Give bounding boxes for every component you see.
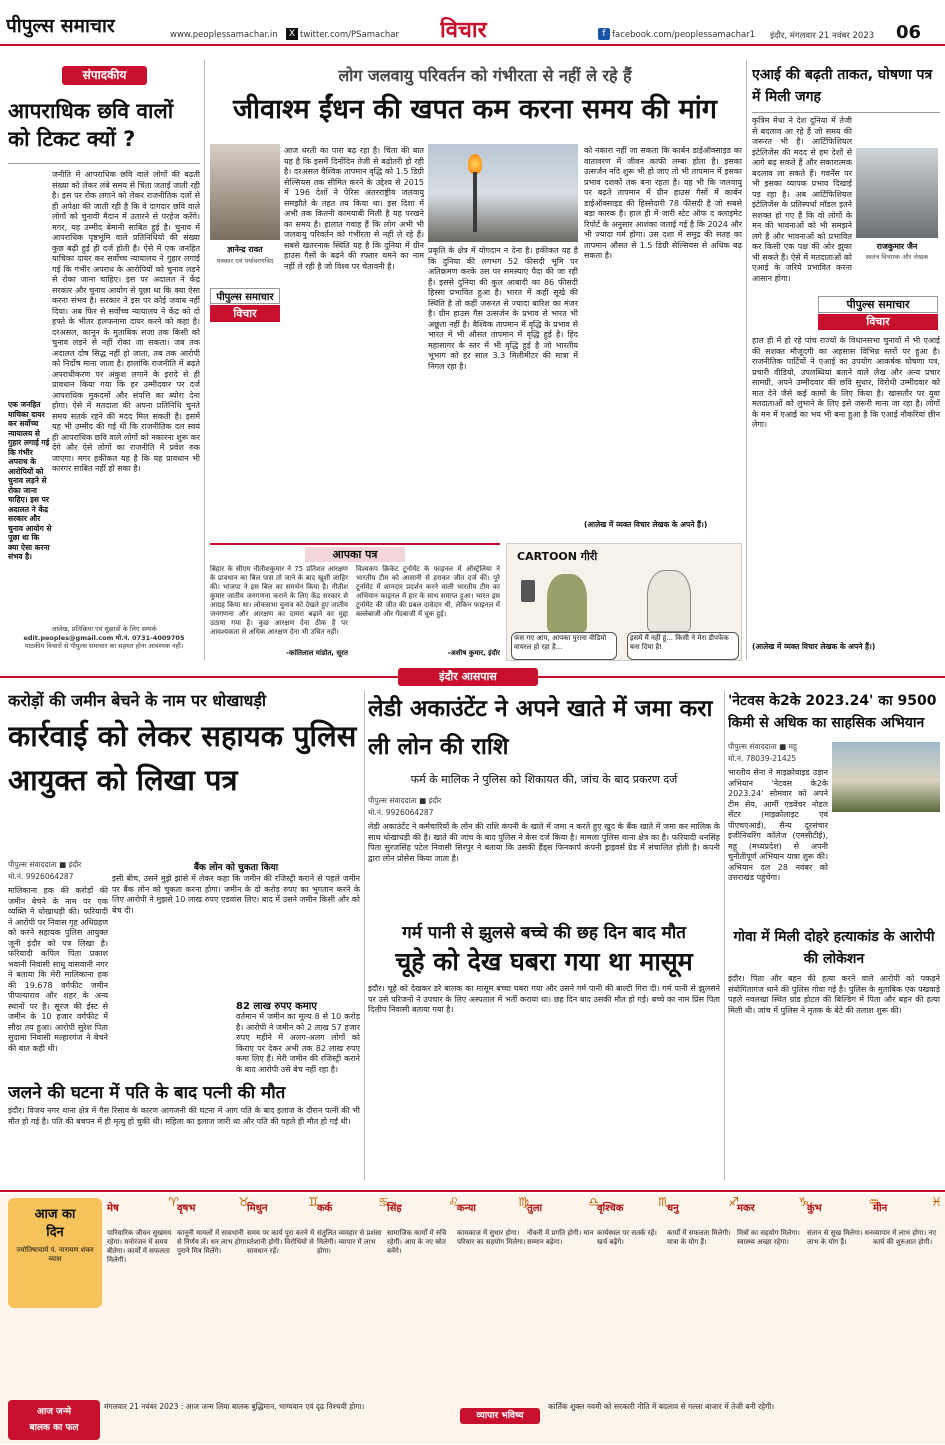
sign-name: वृषभ bbox=[177, 1203, 196, 1214]
story2-subhead: फर्म के मालिक ने पुलिस को शिकायत की, जांच के बाद प्रकरण दर्ज bbox=[410, 773, 678, 786]
sign-name: मेष bbox=[107, 1203, 119, 1214]
sign-name: मकर bbox=[737, 1203, 755, 1214]
birthday-label-a: आज जन्मे bbox=[37, 1407, 71, 1417]
story5-headline: गर्म पानी से झुलसे बच्चे की छह दिन बाद मौत bbox=[402, 923, 686, 943]
horoscope-title bbox=[8, 1198, 102, 1308]
aries-icon: ♈ bbox=[168, 1195, 179, 1209]
column-divider bbox=[746, 60, 747, 660]
story1-mobile: मो.नं. 9926064287 bbox=[8, 872, 74, 881]
sign-text: पारिवारिक जीवन सुखमय रहेगा। मनोरंजन में समय बीतेगा। कार्यों में सफलता मिलेगी। bbox=[107, 1229, 172, 1264]
sign-name: वृश्चिक bbox=[597, 1203, 624, 1214]
logo[interactable]: पीपुल्स समाचार bbox=[6, 15, 115, 37]
letter-1-signature: -कांतिलाल मांडोत, सूरत bbox=[286, 649, 348, 657]
sign-text: समय पर कार्य पूरा करने में परेशानी होगी। विरोधियों से सावधान रहें। bbox=[247, 1229, 315, 1255]
sign-name: सिंह bbox=[387, 1203, 402, 1214]
footer-line-3: पाठकीय विचारों से पीपुल्स समाचार का सहमत होना आवश्यक नहीं। bbox=[24, 642, 184, 650]
twitter-icon: X bbox=[286, 28, 298, 40]
story6-headline: जलने की घटना में पति के बाद पत्नी की मौत bbox=[8, 1083, 286, 1103]
story1-body: मालिकाना हक की करोड़ों की जमीन बेचने के नाम पर एक व्यक्ति ने धोखाधड़ी की। फरियादी ने आरोपी पर निवास गृह अधिग्रहण को करने सहायक पुलिस आयुक्त जूनी इंदौर को पत्र लिखा है। फरियादी कपिल पिता प्रकाश भवानी निवासी साधु वासवानी नगर ने बताया कि मेरी मालिकाना हक की 19.678 वर्गफीट जमीन पीपल्याराव और शहर के अन्य स्थानों पर है। सूरज की ईस्ट से जमीन के 10 हजार वर्गफीट में सौदा तय हुआ। आरोपी सुरेश पिता सुदामा निवासी मल्हारगंज ने बेचने की बात कही थी। bbox=[8, 886, 108, 1053]
sign-vrishchik bbox=[594, 1194, 672, 1344]
story2-headline: लेडी अकाउंटेंट ने अपने खाते में जमा करा ली लोन की राशि bbox=[368, 696, 713, 760]
story3-body: भारतीय सेना ने माइक्रोवाइड उड़ान अभियान 'नेटवस के2के 2023.24' सोमवार को अपने टीम सेय, आर्मी एडवेंचर नोडल सेंटर (माइक्रोलाइट एवं पीएचएआई), सैन्य दूरसंचार इंजीनियरिंग कॉलेज (एमसीटीई), महू (मध्यप्रदेश) से अपनी चुनौतीपूर्ण अभियान यात्रा शुरू की। अभियान दल 28 नवंबर को उत्तराखंड पहुंचेगा। bbox=[728, 768, 828, 882]
market-label: व्यापार भविष्य bbox=[460, 1408, 540, 1424]
sign-text: संतुलित व्यवहार से प्रशंसा मिलेगी। व्यापार में लाभ होगा। bbox=[317, 1229, 382, 1255]
story1-kicker: करोड़ों की जमीन बेचने के नाम पर धोखाधड़ी bbox=[8, 691, 267, 710]
story3-byline: पीपुल्स संवाददाता ■ महू bbox=[728, 742, 798, 751]
letter-2: विश्वकप क्रिकेट टूर्नामेंट के फाइनल में ऑस्ट्रेलिया ने भारतीय टीम को आसानी से हराकर जीत दर्ज की। पूरे टूर्नामेंट में शानदार प्रदर्शन करने वाली भारतीय टीम का अभियान फाइनल में हार के साथ समाप्त हुआ। भारत इस टूर्नामेंट की जीत की प्रबल दावेदार थी, लेकिन फाइनल में बल्लेबाजी और गेंदबाजी में चूक हुई। bbox=[356, 565, 500, 618]
divider bbox=[752, 112, 940, 113]
website-link[interactable]: www.peoplessamachar.in bbox=[170, 30, 278, 40]
divider bbox=[0, 1190, 945, 1192]
sign-mithun bbox=[244, 1194, 322, 1344]
footer-line-1: आलेख, प्रतिक्रिया एवं सुझावों के लिए सम्पर्क bbox=[51, 625, 157, 633]
right-column-body-2: हाल ही में हो रहे पांच राज्यों के विधानसभा चुनावों में भी एआई की सशक्त मौजूदगी का अहसास विभिन्न स्तरों पर हुआ है। राजनीतिक पार्टियों ने एआई का उपयोग आकर्षक घोषणा पत्र, प्रचारी वीडियो, उपलब्धियां बताने वाले लेख और अन्य प्रचार सामग्री, अपने उम्मीदवार की छवि सुधार, विरोधी उम्मीदवार को मात देने जैसे कई कामों के लिए किया है। खासतौर पर युवा मतदाताओं को लुभाने के लिए इसे जरूरी माना जा रहा है। लोगों के मन में एआई का भय भी बना हुआ है कि एआई नौकरियां छीन लेगा। bbox=[752, 336, 940, 429]
badge-brand: पीपुल्स समाचार bbox=[210, 288, 280, 304]
birthday-text: मंगलवार 21 नवंबर 2023 : आज जन्म लिया बालक बुद्धिमान, भाग्यवान एवं दृढ़ निश्चयी होगा। bbox=[104, 1402, 365, 1411]
main-article-col1: आज धरती का पारा बढ़ रहा है। चिंता की बात यह है कि इसमें दिनोंदिन तेजी से बढ़ोतरी हो रही है। दरअसल वैश्विक तापमान वृद्धि को 1.5 डिग्री सेल्सियस तक सीमित करने के उद्देश्य से 2015 में 196 देशों ने पेरिस अंतरराष्ट्रीय जलवायु समझौते के तहत तय किया था। इस दिशा में अभी तक कितनी कामयाबी मिली है यह परखने का समय है। हालात गवाह हैं कि लोग अभी भी जलवायु परिवर्तन को गंभीरता से नहीं ले रहे हैं। सबसे खतरनाक स्थिति यह है कि दुनिया में ग्रीन हाउस गैसों के बढ़ने की रफ्तार थमने का नाम नहीं ले रही है जो विश्व पर चेतावनी है। bbox=[284, 146, 424, 271]
leo-icon: ♌ bbox=[448, 1195, 459, 1209]
story2-byline: पीपुल्स संवाददाता ■ इंदौर bbox=[368, 796, 442, 805]
editorial-body: जनीति में आपराधिक छवि वाले लोगों की बढ़ती संख्या को लेकर लंबे समय से चिंता जताई जाती रही है। इस पर रोक लगाने को लेकर राजनीतिक दलों से ही अपेक्षा की जाती रही है कि वे दागदार छवि वाले लोगों को चुनावी मैदान में उतारने से परहेज करेंगे। मगर, यह उम्मीद बेमानी साबित हुई है। चुनाव में आपराधिक पृष्ठभूमि वाले प्रतिनिधियों की संख्या कुछ बढ़ी हुई ही दर्ज होती है। ऐसे में एक जनहित याचिका दायर कर सर्वोच्च न्यायालय ने गुहार लगाई गई कि गंभीर अपराध के आरोपियों को चुनाव लड़ने से रोका जाना चाहिए। इस पर अदालत ने केंद्र सरकार और चुनाव आयोग से पूछा था कि क्या ऐसा करना संभव है। सरकार ने इस पर कोई जवाब नहीं दिया। अब फिर से सर्वोच्च न्यायालय ने केंद्र को दो हफ्ते के भीतर हलफनामा दायर करने को कहा है। दरअसल, कानून के मुताबिक सजा तक किसी को चुनाव लड़ने से नहीं रोका जा सकता। जब तक अदालत दोष सिद्ध नहीं हो जाता, तब तक आरोपी को निर्दोष माना जाता है। हालांकि राजनीति में बढ़ते अपराधीकरण पर अंकुश लगाने के इरादे से ही प्रावधान किया गया कि हर उम्मीदवार पर दर्ज आपराधिक मुकदमों और संपत्ति का ब्योरा देना होगा। ऐसे में मतदाता की अपना प्रतिनिधि चुनते समय सतर्क रहने की मदद मिल सकती है। इसमें यह भी उम्मीद की गई थी कि राजनीतिक दल स्वयं ही आपराधिक छवि वाले लोगों को नकारना शुरू कर देंगे और ऐसे लोगों का राजनीति में प्रवेश रुक जाएगा। मगर हकीकत यह है कि यह प्रावधान भी कारगर साबित नहीं हो सका है। bbox=[52, 170, 200, 473]
story4-body: इंदौर। पिता और बहन की हत्या करने वाले आरोपी को पकड़ने संयोगितागंज थाने की पुलिस गोवा गई है। पुलिस के मुताबिक एक पखवाड़े पहले नवलखा स्थित ग्रांड होटल की बिल्डिंग में पिता और बहन की हत्या मिली थी। जांच में पुलिस ने मृतक के बेटे की तलाश शुरू की। bbox=[728, 974, 940, 1015]
cartoon bbox=[506, 543, 742, 661]
page-number: 06 bbox=[896, 22, 922, 43]
sign-kanya bbox=[454, 1194, 532, 1344]
letter-1: बिहार के सीएम नीतीशकुमार ने 75 प्रतिशत आरक्षण के प्रावधान का बिल पास तो जाने के बाद खुशी जाहिर की। भाजपा ने इस बिल का समर्थन किया है। नीतीश कुमार जातीय जनगणना कराने के लिए केंद्र सरकार से आग्रह किया था। लोकसभा चुनाव को देखते हुए जातीय जनगणना और आरक्षण का दायरा बढ़ाने का मुद्दा उठाया गया है। कुछ आरक्षण देना ठीक है पर आवश्यकता से अधिक आरक्षण देना भी उचित नहीं। bbox=[210, 565, 348, 636]
twitter-link[interactable]: twitter.com/PSamachar bbox=[300, 30, 399, 40]
politician-figure bbox=[647, 570, 691, 632]
right-author-name: राजकुमार जैन bbox=[876, 242, 918, 251]
right-author-photo bbox=[856, 148, 938, 238]
sign-name: तुला bbox=[527, 1203, 543, 1214]
right-column-title: एआई की बढ़ती ताकत, घोषणा पत्र में मिली जगह bbox=[752, 67, 933, 105]
sign-name: कुंभ bbox=[807, 1203, 822, 1214]
astrologer: ज्योतिषाचार्य पं. नारायण शंकर व्यास bbox=[16, 1246, 94, 1263]
story1-box-title: बैंक लोन को चुकता किया bbox=[193, 863, 279, 873]
top-tagline: लोग जलवायु परिवर्तन को गंभीरता से नहीं ले रहे हैं bbox=[338, 66, 632, 85]
right-author-role: स्वतंत्र विचारक और लेखक bbox=[865, 253, 929, 261]
section-label: विचार bbox=[440, 18, 487, 43]
chimney-icon bbox=[473, 172, 477, 232]
main-article-conclusion: (आलेख में व्यक्त विचार लेखक के अपने हैं।) bbox=[584, 520, 708, 529]
horoscope-title-a: आज का bbox=[34, 1207, 76, 1222]
sign-name: मीन bbox=[873, 1203, 888, 1214]
editorial-title: आपराधिक छवि वालों को टिकट क्यों ? bbox=[8, 99, 174, 151]
story2-mobile: मो.नं. 9926064287 bbox=[368, 808, 434, 817]
letter-2-signature: -अशीष कुमार, इंदौर bbox=[447, 649, 500, 657]
horoscope bbox=[0, 1194, 945, 1444]
badge-section: विचार bbox=[210, 305, 280, 322]
dateline: इंदौर, मंगलवार 21 नवंबर 2023 bbox=[770, 31, 875, 41]
sign-name: कन्या bbox=[457, 1203, 477, 1214]
cartoon-title: CARTOON गीरी bbox=[517, 550, 598, 563]
story2-body: लेडी अकाउंटेंट ने कर्मचारियों के लोन की राशि कंपनी के खाते में जमा न करते हुए खुद के बैंक खाते में जमा कर मालिक के साथ धोखाधड़ी की है। खाते की जांच के बाद पुलिस ने केस दर्ज किया है। मामला पुलिस थाना क्षेत्र का है। फरियादी धनसिंह पिता सुरजसिंह पटेल निवासी सिरपुर ने बताया कि उसकी हैंड्स फिनकार्प कंपनी ड्राइवर्स ग्रेड में संचालित होती है। कंपनी द्वारा लोन प्रोसेस किया जाता है। bbox=[368, 822, 720, 863]
main-article-col3: को नकारा नहीं जा सकता कि कार्बन डाईऑक्साइड का वातावरण में जीवन काफी लम्बा होता है। इसका उत्सर्जन नदि शुरू भी हो जाए तो भी तापमान में इसका प्रभाव दशकों तक बना रहता है। यह भी कि जलवायु पर बढ़ते तापमान में ग्रीन हाउस गैसों में कार्बन डाईऑक्साइड की हिस्सेदारी 78 फीसदी है जो सबसे बड़ा कारक है। हाल ही में जारी स्टेट ऑफ द क्लाइमेट रिपोर्ट के अनुसार आशंका जताई गई है कि 2024 और भी ज्यादा गर्म होगा। उस दशा में समुद्र की सतह का तापमान औसत से 1.5 डिग्री सेल्सियस से अधिक बढ़ सकता है। bbox=[584, 146, 742, 260]
horoscope-title-b: दिन bbox=[46, 1225, 64, 1240]
letters-title: आपका पत्र bbox=[305, 547, 405, 562]
story1-box-body: इसी बीच, उसने मुझे झांसे में लेकर कहा कि जमीन की रजिस्ट्री कराने से पहले जमीन पर बैंक लोन को चुकता करना होगा। जमीन के दो करोड़ रुपए का भुगतान करने के लिए आरोपी ने मुझसे 10 लाख रुपए एडवांस लिए। बाद में उसने जमीन किसी और को बेच दी। bbox=[112, 874, 360, 915]
pisces-icon: ♓ bbox=[931, 1195, 942, 1209]
story5-sub: चूहे को देख घबरा गया था मासूम bbox=[395, 947, 693, 976]
story1-byline: पीपुल्स संवाददाता ■ इंदौर bbox=[8, 860, 82, 869]
local-section-bar: इंदौर आसपास bbox=[398, 668, 538, 686]
sign-text: संतान से सुख मिलेगा। धन लाभ के योग हैं। bbox=[807, 1229, 873, 1246]
sign-tula bbox=[524, 1194, 602, 1344]
taurus-icon: ♉ bbox=[238, 1195, 249, 1209]
story3-mobile: मो.नं. 78039-21425 bbox=[728, 754, 797, 763]
story3-headline: 'नेटवस के2के 2023.24' का 9500 किमी से अधिक का साहसिक अभियान bbox=[728, 693, 937, 731]
sign-text: कानूनी मामलों में सावधानी से निर्णय लें। धन लाभ होगा। पुराने मित्र मिलेंगे। bbox=[177, 1229, 249, 1255]
sign-singh bbox=[384, 1194, 462, 1344]
sign-text: कामकाज में सुधार होगा। परिवार का सहयोग मिलेगा। bbox=[457, 1229, 526, 1246]
sign-dhanu bbox=[664, 1194, 742, 1344]
sign-name: कर्क bbox=[317, 1203, 333, 1214]
sign-text: कार्यस्थल पर सतर्क रहें। खर्च बढ़ेंगे। bbox=[597, 1229, 657, 1246]
sign-text: नौकरी में प्रगति होगी। मान सम्मान बढ़ेगा। bbox=[527, 1229, 594, 1246]
sign-makar bbox=[734, 1194, 812, 1344]
sign-mesh bbox=[104, 1194, 182, 1344]
story1-headline: कार्रवाई को लेकर सहायक पुलिस आयुक्त को लिखा पत्र bbox=[8, 719, 357, 797]
sign-name: मिथुन bbox=[247, 1203, 268, 1214]
column-divider bbox=[364, 690, 365, 1180]
sign-name: धनु bbox=[667, 1203, 679, 1214]
editorial-pullquote: एक जनहित याचिका दायर कर सर्वोच्च न्यायालय से गुहार लगाई गई कि गंभीर अपराध के आरोपियों को चुनाव लड़ने से रोका जाना चाहिए। इस पर अदालत ने केंद्र सरकार और चुनाव आयोग से पूछा था कि क्या ऐसा करना संभव है। bbox=[8, 400, 52, 561]
contact-email[interactable]: edit.peoples@gmail.com मो.नं. 0731-4009705 bbox=[23, 633, 185, 642]
cancer-icon: ♋ bbox=[378, 1195, 389, 1209]
badge-section: विचार bbox=[818, 314, 938, 330]
capricorn-icon: ♑ bbox=[798, 1195, 809, 1209]
sign-text: व्यापार में लाभ होगा। नए कार्य की शुरुआत होगी। bbox=[873, 1229, 937, 1246]
story5-body: इंदौर। चूहे को देखकर डरे बालक का मासूम बच्चा घबरा गया और उसने गर्म पानी की बाल्टी गिरा दी। गर्म पानी से झुलसने पर उसे परिजनों ने उपचार के लिए अस्पताल में भर्ती कराया था। छह दिन बाद उसकी मौत हो गई। बच्चे का नाम प्रिंस पिता दिलीप निवासी बताया गया है। bbox=[368, 984, 720, 1014]
badge-brand: पीपुल्स समाचार bbox=[818, 296, 938, 313]
right-column-conclusion: (आलेख में व्यक्त विचार लेखक के अपने हैं।) bbox=[752, 642, 876, 651]
main-headline: जीवाश्म ईंधन की खपत कम करना समय की मांग bbox=[232, 94, 717, 125]
sign-kark bbox=[314, 1194, 392, 1344]
birthday-label-b: बालक का फल bbox=[29, 1423, 79, 1433]
story1-subhead: 82 लाख रुपए कमाए bbox=[236, 1001, 317, 1012]
phone-icon bbox=[521, 580, 535, 602]
birthday-label bbox=[8, 1400, 100, 1440]
sagittarius-icon: ♐ bbox=[728, 1195, 739, 1209]
sign-text: कार्यों में सफलता मिलेगी। यात्रा के योग हैं। bbox=[667, 1229, 731, 1246]
cartoon-bubble-right: इसमें मैं नहीं हूं... किसी ने मेरा डीपफेक बना दिया है! bbox=[627, 632, 739, 660]
facebook-icon: f bbox=[598, 28, 610, 40]
author-name: ज्ञानेन्द्र रावत bbox=[227, 245, 263, 254]
masthead bbox=[0, 0, 945, 46]
story1-sub-body: वर्तमान में जमीन का मूल्य 8 से 10 करोड़ है। आरोपी ने जमीन को 2 लाख 57 हजार रुपए महीने में अलग-अलग लोगों को किराए पर देकर अभी तक 82 लाख रुपए कमा लिए हैं। मेरी जमीन की रजिस्ट्री कराने के बाद आरोपी उसे बेच नहीं रहा है। bbox=[236, 1012, 360, 1074]
story4-headline: गोवा में मिली दोहरे हत्याकांड के आरोपी की लोकेशन bbox=[733, 929, 935, 967]
flame-icon bbox=[468, 154, 482, 174]
right-column-body: कृत्रिम मेधा ने देश दुनिया में तेजी से बदलाव आ रहे हैं जो समय की जरूरत भी है। आर्टिफिशियल इंटेलिजेंस की मदद से हम देशों से आगे बढ़ सकते हैं और सकारात्मक बदलाव ला सकते हैं। गवर्नेंस पर भी इसका व्यापक प्रभाव दिखाई पड़ रहा है। अब आर्टिफिशियल इंटेलिजेंस के प्रतिस्पर्धा मॉडल इतने सशक्त हो गए हैं कि वो लोगों के मन की भावनाओं को भी समझने लगे हैं और भावनाओं को प्रभावित कर किसी एक पक्ष की ओर झुका भी सकते हैं। ऐसे में मतदाताओं को एआई के जरिये प्रभावित करना आसान होगा। bbox=[752, 116, 852, 283]
sign-text: सामाजिक कार्यों में रुचि रहेगी। आय के नए स्रोत बनेंगे। bbox=[387, 1229, 447, 1255]
editorial-label: संपादकीय bbox=[62, 66, 147, 85]
libra-icon: ♎ bbox=[588, 1195, 599, 1209]
divider bbox=[8, 163, 200, 164]
virgo-icon: ♍ bbox=[518, 1195, 529, 1209]
column-divider bbox=[724, 690, 725, 1180]
sign-text: मित्रों का सहयोग मिलेगा। स्वास्थ्य अच्छा रहेगा। bbox=[737, 1229, 800, 1246]
cartoon-bubble-left: फंस गए आप, आपका पुराना वीडियो वायरल हो रहा है... bbox=[511, 632, 617, 660]
author-role: पत्रकार एवं पर्यावरणविद bbox=[216, 257, 274, 265]
policeman-figure bbox=[547, 574, 587, 632]
column-divider bbox=[204, 60, 205, 660]
editorial-footer bbox=[8, 625, 200, 655]
scorpio-icon: ♏ bbox=[658, 1195, 669, 1209]
author-photo bbox=[210, 144, 280, 240]
sign-meen bbox=[870, 1194, 945, 1344]
aquarius-icon: ♒ bbox=[868, 1195, 879, 1209]
gemini-icon: ♊ bbox=[308, 1195, 319, 1209]
story6-body: इंदौर। विजय नगर थाना क्षेत्र में गैस रिसाव के कारण आगजनी की घटना में आग पति के बाद इलाज के दौरान पत्नी की भी मौत हो गई है। पति की बचपन में ही मृत्यु हो चुकी थी। महिला का इलाज जारी था और पति की पहले ही मौत हो गई थी। bbox=[8, 1106, 360, 1126]
market-text: कार्तिक शुक्ल नवमी को सरकारी नीति में बदलाव से गल्ला बाजार में तेजी बनी रहेगी। bbox=[548, 1402, 775, 1411]
facebook-link[interactable]: facebook.com/peoplessamachar1 bbox=[612, 30, 756, 40]
letters-box bbox=[210, 543, 500, 661]
main-article-col2: प्रकृति के क्षेत्र में योगदान न देना है। हकीकत यह है कि दुनिया की लगभग 52 फीसदी भूमि पर अतिक्रमण करके उस पर समस्याएं पैदा की जा रही हैं। इससे दुनिया की कुल आबादी का 86 फीसदी हिस्सा प्रभावित हुआ है। भारत में कहीं सूखे की स्थिति है तो कहीं जरूरत से ज्यादा बारिश का मंजर है। ग्रीन हाउस गैस उत्सर्जन के प्रभाव से भारत भी अछूता नहीं है। वैश्विक तापमान में वृद्धि के प्रभाव से भारत में भी औसत तापमान में वृद्धि हुई है। हिंद महासागर के स्तर में भी वृद्धि हुई है जो भारतीय भूभाग को हर साल 3.3 मिलीमीटर की मात्रा में निगल रहा है। bbox=[428, 246, 578, 371]
sign-vrishabh bbox=[174, 1194, 252, 1344]
army-photo bbox=[832, 742, 940, 812]
refinery-photo bbox=[428, 144, 578, 242]
